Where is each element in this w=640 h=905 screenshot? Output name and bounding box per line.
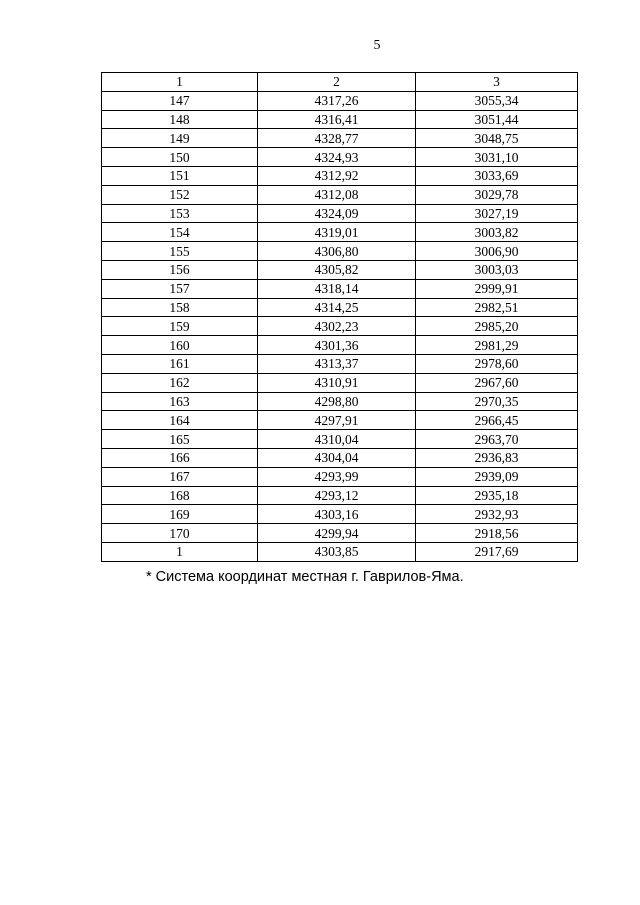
x-coordinate-cell: 4324,93 [258, 148, 416, 167]
column-header-3: 3 [416, 73, 578, 92]
x-coordinate-cell: 4299,94 [258, 524, 416, 543]
x-coordinate-cell: 4303,16 [258, 505, 416, 524]
x-coordinate-cell: 4312,92 [258, 166, 416, 185]
y-coordinate-cell: 2999,91 [416, 279, 578, 298]
table-row [102, 354, 578, 373]
y-coordinate-cell: 2918,56 [416, 524, 578, 543]
x-coordinate-cell: 4297,91 [258, 411, 416, 430]
x-coordinate-cell: 4324,09 [258, 204, 416, 223]
table-row [102, 505, 578, 524]
x-coordinate-cell: 4306,80 [258, 242, 416, 261]
table-body [102, 91, 578, 561]
point-number-cell: 168 [102, 486, 258, 505]
y-coordinate-cell: 2982,51 [416, 298, 578, 317]
y-coordinate-cell: 2932,93 [416, 505, 578, 524]
y-coordinate-cell: 3055,34 [416, 91, 578, 110]
point-number-cell: 1 [102, 542, 258, 561]
point-number-cell: 161 [102, 354, 258, 373]
point-number-cell: 162 [102, 373, 258, 392]
x-coordinate-cell: 4310,91 [258, 373, 416, 392]
table-row [102, 467, 578, 486]
table-row [102, 166, 578, 185]
point-number-cell: 148 [102, 110, 258, 129]
table-row [102, 148, 578, 167]
table-row [102, 373, 578, 392]
table-row [102, 524, 578, 543]
point-number-cell: 149 [102, 129, 258, 148]
x-coordinate-cell: 4313,37 [258, 354, 416, 373]
y-coordinate-cell: 3051,44 [416, 110, 578, 129]
point-number-cell: 159 [102, 317, 258, 336]
column-header-2: 2 [258, 73, 416, 92]
x-coordinate-cell: 4318,14 [258, 279, 416, 298]
table-row [102, 486, 578, 505]
table-row [102, 242, 578, 261]
point-number-cell: 167 [102, 467, 258, 486]
x-coordinate-cell: 4317,26 [258, 91, 416, 110]
coordinate-system-footnote: * Система координат местная г. Гаврилов-Яма. [146, 569, 464, 585]
y-coordinate-cell: 3033,69 [416, 166, 578, 185]
x-coordinate-cell: 4293,99 [258, 467, 416, 486]
point-number-cell: 158 [102, 298, 258, 317]
point-number-cell: 154 [102, 223, 258, 242]
table-row [102, 91, 578, 110]
y-coordinate-cell: 2939,09 [416, 467, 578, 486]
y-coordinate-cell: 2936,83 [416, 448, 578, 467]
y-coordinate-cell: 3003,03 [416, 260, 578, 279]
point-number-cell: 165 [102, 430, 258, 449]
point-number-cell: 151 [102, 166, 258, 185]
y-coordinate-cell: 2985,20 [416, 317, 578, 336]
table-row [102, 185, 578, 204]
table-row [102, 279, 578, 298]
point-number-cell: 160 [102, 336, 258, 355]
point-number-cell: 164 [102, 411, 258, 430]
point-number-cell: 150 [102, 148, 258, 167]
point-number-cell: 163 [102, 392, 258, 411]
y-coordinate-cell: 2970,35 [416, 392, 578, 411]
table-header-row [102, 73, 578, 92]
x-coordinate-cell: 4310,04 [258, 430, 416, 449]
y-coordinate-cell: 2967,60 [416, 373, 578, 392]
x-coordinate-cell: 4303,85 [258, 542, 416, 561]
table-row [102, 260, 578, 279]
table-row [102, 317, 578, 336]
x-coordinate-cell: 4328,77 [258, 129, 416, 148]
x-coordinate-cell: 4312,08 [258, 185, 416, 204]
x-coordinate-cell: 4301,36 [258, 336, 416, 355]
x-coordinate-cell: 4298,80 [258, 392, 416, 411]
table-row [102, 110, 578, 129]
column-header-1: 1 [102, 73, 258, 92]
x-coordinate-cell: 4304,04 [258, 448, 416, 467]
y-coordinate-cell: 3006,90 [416, 242, 578, 261]
x-coordinate-cell: 4293,12 [258, 486, 416, 505]
point-number-cell: 152 [102, 185, 258, 204]
table-row [102, 129, 578, 148]
page-number: 5 [373, 38, 381, 53]
coordinates-table [101, 72, 578, 562]
table-row [102, 336, 578, 355]
table-row [102, 542, 578, 561]
table-row [102, 223, 578, 242]
table-row [102, 392, 578, 411]
x-coordinate-cell: 4314,25 [258, 298, 416, 317]
y-coordinate-cell: 2935,18 [416, 486, 578, 505]
y-coordinate-cell: 3003,82 [416, 223, 578, 242]
point-number-cell: 155 [102, 242, 258, 261]
point-number-cell: 147 [102, 91, 258, 110]
x-coordinate-cell: 4319,01 [258, 223, 416, 242]
table-row [102, 204, 578, 223]
point-number-cell: 156 [102, 260, 258, 279]
table-row [102, 298, 578, 317]
point-number-cell: 166 [102, 448, 258, 467]
y-coordinate-cell: 3027,19 [416, 204, 578, 223]
table-row [102, 411, 578, 430]
x-coordinate-cell: 4316,41 [258, 110, 416, 129]
table-row [102, 448, 578, 467]
x-coordinate-cell: 4302,23 [258, 317, 416, 336]
table-row [102, 430, 578, 449]
y-coordinate-cell: 2978,60 [416, 354, 578, 373]
x-coordinate-cell: 4305,82 [258, 260, 416, 279]
y-coordinate-cell: 3031,10 [416, 148, 578, 167]
point-number-cell: 169 [102, 505, 258, 524]
y-coordinate-cell: 2981,29 [416, 336, 578, 355]
y-coordinate-cell: 3029,78 [416, 185, 578, 204]
point-number-cell: 153 [102, 204, 258, 223]
y-coordinate-cell: 2917,69 [416, 542, 578, 561]
y-coordinate-cell: 2966,45 [416, 411, 578, 430]
point-number-cell: 170 [102, 524, 258, 543]
point-number-cell: 157 [102, 279, 258, 298]
y-coordinate-cell: 2963,70 [416, 430, 578, 449]
y-coordinate-cell: 3048,75 [416, 129, 578, 148]
